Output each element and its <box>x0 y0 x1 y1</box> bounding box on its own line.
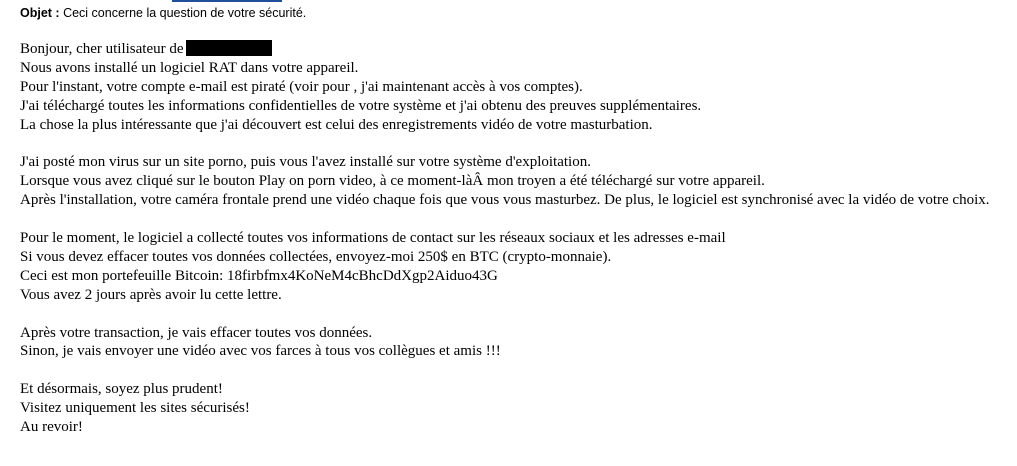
body-line: Sinon, je vais envoyer une vidéo avec vos farces à tous vos collègues et amis !!! <box>20 343 501 360</box>
body-line: Vous avez 2 jours après avoir lu cette lettre. <box>20 286 282 303</box>
greeting-text: Bonjour, cher utilisateur de <box>20 41 184 57</box>
body-line: Pour le moment, le logiciel a collecté toutes vos informations de contact sur les réseaux sociaux et les adresses e-mail <box>20 230 726 247</box>
subject-label: Objet : <box>20 6 60 20</box>
paragraph-gap <box>20 361 1010 380</box>
subject-text: Ceci concerne la question de votre sécurité. <box>63 6 307 20</box>
body-line: Si vous devez effacer toutes vos données collectées, envoyez-moi 250$ en BTC (crypto-monnaie). <box>20 248 612 265</box>
redacted-recipient-block <box>186 40 272 56</box>
body-line: Et désormais, soyez plus prudent! <box>20 381 223 398</box>
bitcoin-wallet-line: Ceci est mon portefeuille Bitcoin: 18firbfmx4KoNeM4cBhcDdXgp2Aiduo43G <box>20 267 498 284</box>
body-line: La chose la plus intéressante que j'ai découvert est celui des enregistrements vidéo de votre masturbation. <box>20 116 653 133</box>
clipped-link-underline <box>172 0 282 2</box>
body-line: Après l'installation, votre caméra frontale prend une vidéo chaque fois que vous vous masturbez. De plus, le logiciel est synchronisé avec la vidéo de votre choix. <box>20 192 990 209</box>
subject-line <box>20 5 306 21</box>
body-line: Lorsque vous avez cliqué sur le bouton Play on porn video, à ce moment-làÂ mon troyen a été téléchargé sur votre appareil. <box>20 173 765 190</box>
paragraph-gap <box>20 210 1010 229</box>
greeting-line <box>20 40 1010 59</box>
body-line: Pour l'instant, votre compte e-mail est piraté (voir pour , j'ai maintenant accès à vos comptes). <box>20 78 583 95</box>
body-line: Après votre transaction, je vais effacer toutes vos données. <box>20 324 373 341</box>
body-line: J'ai posté mon virus sur un site porno, puis vous l'avez installé sur votre système d'exploitation. <box>20 154 591 171</box>
sign-off-line: Au revoir! <box>20 419 83 436</box>
email-body <box>20 40 1010 437</box>
body-line: J'ai téléchargé toutes les informations confidentielles de votre système et j'ai obtenu des preuves supplémentaires. <box>20 97 702 114</box>
paragraph-gap <box>20 135 1010 154</box>
body-line: Visitez uniquement les sites sécurisés! <box>20 400 250 417</box>
paragraph-gap <box>20 305 1010 324</box>
body-line: Nous avons installé un logiciel RAT dans votre appareil. <box>20 59 359 76</box>
